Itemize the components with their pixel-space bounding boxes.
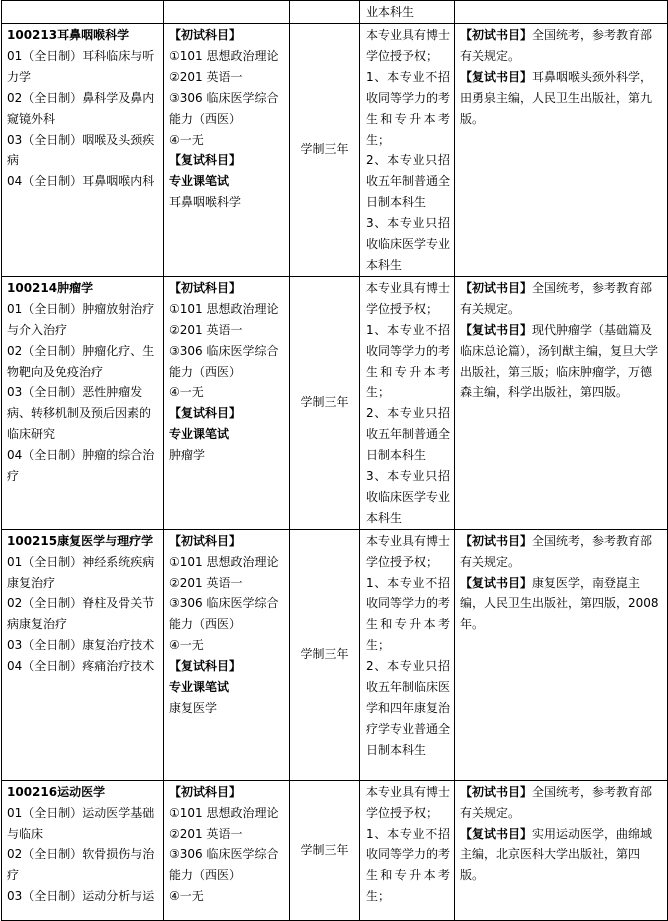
note: 3、本专业只招收临床医学专业本科生 (366, 216, 451, 272)
books-cell (455, 24, 668, 277)
program-code-name: 100214肿瘤学 (7, 280, 94, 295)
program-cell (2, 529, 164, 780)
subject: ③306 临床医学综合能力（西医） (169, 343, 279, 379)
direction: 03（全日制）运动分析与运 (7, 889, 155, 904)
books-retest: 实用运动医学，曲绵域主编，北京医科大学出版社，第四版。 (460, 826, 653, 883)
notes-cell (360, 24, 455, 277)
note: 1、本专业不招收同等学力的考生和专升本考生； (366, 322, 451, 400)
direction: 04（全日制）疼痛治疗技术 (7, 659, 155, 674)
subject: ②201 英语一 (169, 575, 243, 590)
table-row (2, 1, 668, 24)
retest-subject: 康复医学 (169, 701, 218, 715)
subject: ④一无 (169, 638, 204, 653)
program-cell (2, 276, 164, 529)
initial-header: 【初试科目】 (169, 533, 242, 548)
subjects-cell (164, 780, 290, 920)
books-initial-label: 【初试书目】 (460, 784, 533, 799)
retest-header: 【复试科目】 (169, 406, 242, 421)
duration: 学制三年 (290, 780, 360, 920)
books-cell (455, 780, 668, 920)
retest-type: 专业课笔试 (169, 174, 230, 189)
direction: 02（全日制）软骨损伤与治疗 (7, 847, 155, 883)
subjects-cell (164, 529, 290, 780)
books-initial-label: 【初试书目】 (460, 28, 533, 42)
table-row (2, 24, 668, 277)
direction: 02（全日制）肿瘤化疗、生物靶向及免疫治疗 (7, 343, 155, 379)
subject: ②201 英语一 (169, 69, 243, 84)
note: 本专业具有博士学位授予权； (366, 784, 451, 820)
direction: 03（全日制）恶性肿瘤发病、转移机制及预后因素的临床研究 (7, 385, 152, 442)
initial-header: 【初试科目】 (169, 28, 242, 42)
note: 本专业具有博士学位授予权； (366, 280, 451, 316)
duration: 学制三年 (290, 276, 360, 529)
retest-subject: 耳鼻咽喉科学 (169, 195, 242, 210)
direction: 01（全日制）神经系统疾病康复治疗 (7, 554, 155, 590)
program-cell (2, 780, 164, 920)
direction: 03（全日制）咽喉及头颈疾病 (7, 132, 155, 168)
initial-header: 【初试科目】 (169, 784, 242, 799)
books-retest: 现代肿瘤学（基础篇及临床总论篇），汤钊猷主编，复旦大学出版社，第三版；临床肿瘤学，万德森主编，科学出版社，第四版。 (460, 322, 659, 400)
subject: ①101 思想政治理论 (169, 805, 279, 820)
initial-header: 【初试科目】 (169, 280, 242, 295)
direction: 01（全日制）肿瘤放射治疗与介入治疗 (7, 301, 155, 337)
books-initial: 全国统考，参考教育部有关规定。 (460, 280, 653, 316)
note: 1、本专业不招收同等学力的考生和专升本考生； (366, 826, 451, 904)
books-retest: 耳鼻咽喉头颈外科学，田勇泉主编，人民卫生出版社，第九版。 (460, 69, 653, 126)
table-row (2, 780, 668, 920)
program-code-name: 100215康复医学与理疗学 (7, 533, 154, 548)
subject: ③306 临床医学综合能力（西医） (169, 90, 279, 126)
table-row (2, 276, 668, 529)
books-initial: 全国统考，参考教育部有关规定。 (460, 28, 653, 63)
books-retest-label: 【复试书目】 (460, 826, 533, 841)
direction: 01（全日制）运动医学基础与临床 (7, 805, 155, 841)
notes-cell (360, 529, 455, 780)
note: 1、本专业不招收同等学力的考生和专升本考生； (366, 575, 451, 653)
retest-type: 专业课笔试 (169, 680, 230, 695)
note: 2、本专业只招收五年制临床医学和四年康复治疗学专业普通全日制本科生 (366, 659, 451, 757)
program-code-name: 100213耳鼻咽喉科学 (7, 28, 130, 42)
duration: 学制三年 (290, 529, 360, 780)
program-cell (2, 24, 164, 277)
books-retest: 康复医学，南登崑主编，人民卫生出版社，第四版，2008年。 (460, 575, 659, 632)
books-initial-label: 【初试书目】 (460, 533, 533, 548)
notes-cell (360, 780, 455, 920)
subject: ①101 思想政治理论 (169, 301, 279, 316)
note: 1、本专业不招收同等学力的考生和专升本考生； (366, 69, 451, 147)
books-initial-label: 【初试书目】 (460, 280, 533, 295)
books-initial: 全国统考，参考教育部有关规定。 (460, 784, 653, 820)
subject: ④一无 (169, 889, 204, 904)
duration: 学制三年 (290, 24, 360, 277)
direction: 02（全日制）脊柱及骨关节病康复治疗 (7, 596, 155, 632)
note: 本专业具有博士学位授予权； (366, 28, 451, 63)
subject: ①101 思想政治理论 (169, 48, 279, 63)
note: 3、本专业只招收临床医学专业本科生 (366, 469, 451, 525)
subject: ③306 临床医学综合能力（西医） (169, 847, 279, 883)
books-retest-label: 【复试书目】 (460, 575, 533, 590)
retest-subject: 肿瘤学 (169, 448, 206, 463)
subjects-cell (164, 276, 290, 529)
books-cell (455, 276, 668, 529)
direction: 04（全日制）肿瘤的综合治疗 (7, 448, 155, 484)
direction: 01（全日制）耳科临床与听力学 (7, 48, 155, 84)
direction: 04（全日制）耳鼻咽喉内科 (7, 174, 155, 189)
subject: ①101 思想政治理论 (169, 554, 279, 569)
subject: ③306 临床医学综合能力（西医） (169, 596, 279, 632)
table-row (2, 529, 668, 780)
subject: ②201 英语一 (169, 826, 243, 841)
direction: 03（全日制）康复治疗技术 (7, 638, 155, 653)
books-retest-label: 【复试书目】 (460, 322, 533, 337)
books-initial: 全国统考，参考教育部有关规定。 (460, 533, 653, 569)
direction: 02（全日制）鼻科学及鼻内窥镜外科 (7, 90, 155, 126)
retest-header: 【复试科目】 (169, 659, 242, 674)
subject: ④一无 (169, 385, 204, 400)
books-cell (455, 529, 668, 780)
note: 本专业具有博士学位授予权； (366, 533, 451, 569)
subjects-cell (164, 24, 290, 277)
note: 2、本专业只招收五年制普通全日制本科生 (366, 153, 451, 210)
notes-tail: 业本科生 (360, 1, 455, 24)
books-retest-label: 【复试书目】 (460, 69, 533, 84)
retest-header: 【复试科目】 (169, 153, 242, 168)
subject: ②201 英语一 (169, 322, 243, 337)
program-code-name: 100216运动医学 (7, 784, 106, 799)
subject: ④一无 (169, 132, 204, 147)
notes-cell (360, 276, 455, 529)
program-table (1, 0, 668, 921)
retest-type: 专业课笔试 (169, 427, 230, 442)
note: 2、本专业只招收五年制普通全日制本科生 (366, 406, 451, 463)
